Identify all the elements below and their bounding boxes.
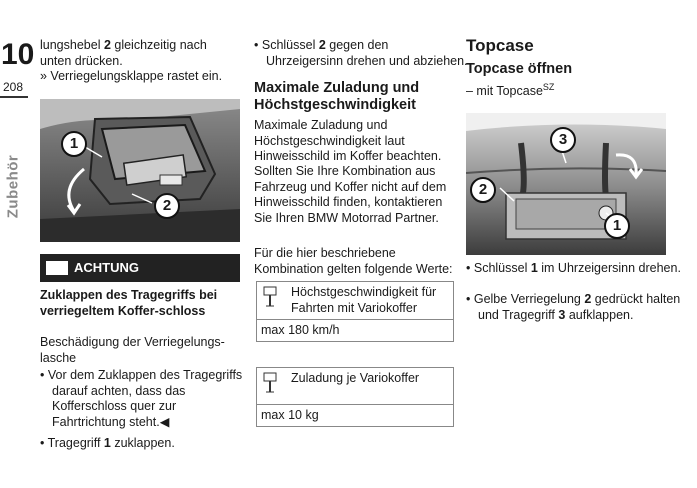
paragraph-3: Für die hier beschriebene Kombination gelten folgende Werte: [254,246,453,276]
warning-title: Zuklappen des Tragegriffs bei verriegeltem Koffer-schloss [40,288,218,318]
page-rule [0,96,28,98]
speed-table [256,281,454,342]
info-plate-icon [263,286,277,308]
paragraph-2: Sollten Sie Ihre Kombination aus Fahrzeug und Koffer nicht auf dem Hinweisschild finden, kontaktieren Sie Ihren BMW Motorrad Partner. [254,164,447,225]
section-heading: Maximale Zuladung und Höchstgeschwindigkeit [254,80,420,113]
chapter-number: 10 [1,38,35,71]
paragraph-1: Maximale Zuladung und Höchstgeschwindigkeit laut Hinweisschild im Koffer beachten. [254,118,442,163]
warning-bullet: • Vor dem Zuklappen des Tragegriffs darauf achten, dass das Kofferschloss quer zur Fahrtrichtung steht.◀ [40,368,243,429]
step-remove-key: • Schlüssel 2 gegen den Uhrzeigersinn drehen und abziehen. [254,38,468,68]
speed-table-value: max 180 km/h [257,319,453,341]
warning-description: Beschädigung der Verriegelungs-lasche [40,335,225,365]
speed-table-head [257,282,453,319]
callout-2: 2 [470,177,496,203]
callout-1: 1 [604,213,630,239]
step-turn-key: • Schlüssel 1 im Uhrzeigersinn drehen. [466,261,681,275]
section-subtitle: Topcase öffnen [466,61,573,77]
step-close-handle: • Tragegriff 1 zuklappen. [40,436,175,450]
warning-banner [40,254,240,282]
warning-label: ACHTUNG [74,260,139,275]
step-open-handle: • Gelbe Verriegelung 2 gedrückt halten und Tragegriff 3 aufklappen. [466,292,681,322]
speed-table-label: Höchstgeschwindigkeit für Fahrten mit Variokoffer [291,285,437,315]
section-title: Topcase [466,36,534,55]
warning-icon [46,261,68,275]
callout-1: 1 [61,131,87,157]
chapter-tab: Zubehör [4,154,22,219]
info-plate-icon [263,372,277,394]
load-table [256,367,454,427]
result-text: » Verriegelungsklappe rastet ein. [40,69,223,83]
page-number: 208 [3,80,24,94]
handle-lock-photo [40,99,240,242]
callout-2: 2 [154,193,180,219]
load-table-label: Zuladung je Variokoffer [291,371,420,385]
equipment-note: – mit Topcase$^{SZ}$ [466,82,555,99]
load-table-head [257,368,453,404]
step-text: lungshebel 2 gleichzeitig nach unten drücken. [40,38,207,68]
load-table-value: max 10 kg [257,404,453,426]
topcase-photo [466,113,666,255]
handle-lock-illustration [40,99,240,242]
callout-3: 3 [550,127,576,153]
